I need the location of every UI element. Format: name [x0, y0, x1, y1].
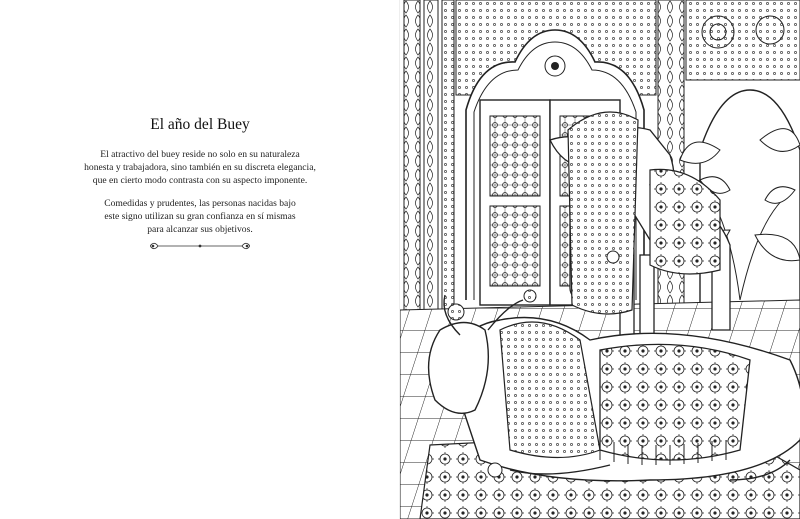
paragraph-line: este signo utilizan su gran confianza en sí mismas	[104, 211, 296, 222]
illustration-page	[400, 0, 800, 519]
paragraph-line: honesta y trabajadora, sino también en su discreta elegancia,	[84, 162, 316, 173]
page-title: El año del Buey	[150, 116, 250, 133]
paragraph-line: Comedidas y prudentes, las personas nacidas bajo	[104, 198, 296, 209]
paragraph-line: que en cierto modo contrasta con su aspecto imponente.	[92, 175, 308, 186]
paragraph-line: para alcanzar sus objetivos.	[147, 224, 253, 235]
ox-coloring-illustration	[400, 0, 800, 519]
text-block	[68, 116, 332, 246]
flourish-divider-icon	[148, 240, 252, 252]
paragraph-line: El atractivo del buey reside no solo en su naturaleza	[100, 149, 300, 160]
paragraph-2	[68, 197, 332, 236]
paragraph-1	[68, 148, 332, 187]
